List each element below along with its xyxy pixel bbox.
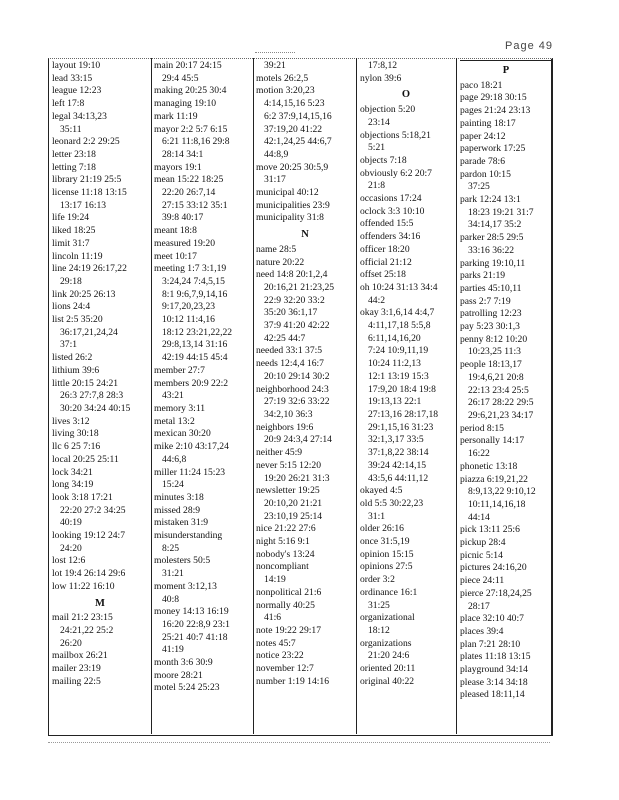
index-subentry: 20:9 24:3,4 27:14 (264, 434, 332, 446)
index-subentry: 42:25 44:7 (264, 332, 306, 344)
index-entry: please 3:14 34:18 (460, 676, 528, 688)
index-entry: misunderstanding (154, 530, 223, 542)
index-entry: people 18:13,17 (460, 359, 522, 371)
index-entry: molesters 50:5 (154, 555, 211, 567)
index-entry: move 20:25 30:5,9 (256, 161, 329, 173)
index-subentry: 17:8,12 (368, 60, 398, 71)
index-subentry: 5:21 (368, 142, 386, 154)
index-subentry: 18:12 (368, 624, 390, 636)
top-divider (255, 52, 295, 54)
index-subentry: 40:8 (162, 593, 180, 605)
index-entry: organizational (360, 612, 415, 624)
index-entry: metal 13:2 (154, 415, 195, 427)
index-column-3 (256, 60, 354, 732)
index-subentry: 29:18 (60, 275, 82, 287)
index-subentry: 44:2 (368, 294, 386, 306)
index-entry: notice 23:22 (256, 650, 304, 662)
index-entry: oh 10:24 31:13 34:4 (360, 281, 438, 293)
index-subentry: 19:20 26:21 31:3 (264, 472, 330, 484)
index-entry: parking 19:10,11 (460, 257, 526, 269)
index-subentry: 42:19 44:15 45:4 (162, 352, 228, 364)
index-entry: layout 19:10 (52, 60, 101, 71)
index-entry: members 20:9 22:2 (154, 377, 229, 389)
index-entry: lot 19:4 26:14 29:6 (52, 568, 126, 580)
index-entry: little 20:15 24:21 (52, 377, 119, 389)
index-entry: library 21:19 25:5 (52, 174, 122, 186)
index-entry: place 32:10 40:7 (460, 613, 524, 625)
index-entry: mike 2:10 43:17,24 (154, 441, 229, 453)
index-subentry: 8:1 9:6,7,9,14,16 (162, 288, 228, 300)
index-subentry: 6:21 11:8,16 29:8 (162, 136, 230, 148)
index-entry: meet 10:17 (154, 250, 197, 262)
index-entry: league 12:23 (52, 85, 102, 97)
index-entry: missed 28:9 (154, 504, 201, 516)
index-column-5 (460, 60, 552, 732)
index-subentry: 20:10 29:14 30:2 (264, 370, 330, 382)
index-entry: moment 3:12,13 (154, 580, 217, 592)
index-subentry: 14:19 (264, 574, 286, 586)
index-entry: nonpolitical 21:6 (256, 586, 322, 598)
index-entry: liked 18:25 (52, 225, 96, 237)
index-subentry: 37:19,20 41:22 (264, 123, 323, 135)
index-subentry: 26:20 (60, 637, 82, 649)
index-entry: objects 7:18 (360, 154, 407, 166)
index-entry: measured 19:20 (154, 237, 216, 249)
index-subentry: 22:20 26:7,14 (162, 187, 216, 199)
index-subentry: 34:2,10 36:3 (264, 408, 313, 420)
index-subentry: 31:21 (162, 568, 184, 580)
index-subentry: 8:9,13,22 9:10,12 (468, 486, 536, 498)
index-subentry: 43:21 (162, 390, 184, 402)
index-subentry: 10:24 11:2,13 (368, 358, 421, 370)
index-entry: left 17:8 (52, 98, 85, 110)
index-subentry: 28:14 34:1 (162, 148, 204, 160)
index-subentry: 23:14 (368, 116, 390, 128)
index-entry: offenders 34:16 (360, 231, 421, 243)
index-entry: lives 3:12 (52, 415, 90, 427)
index-subentry: 10:23,25 11:3 (468, 346, 521, 358)
index-subentry: 20:10,20 21:21 (264, 497, 323, 509)
index-entry: plates 11:18 13:15 (460, 651, 531, 663)
index-entry: mayors 19:1 (154, 161, 202, 173)
index-entry: mexican 30:20 (154, 428, 211, 440)
index-entry: mail 21:2 23:15 (52, 612, 113, 624)
index-entry: list 2:5 35:20 (52, 314, 103, 326)
index-entry: legal 34:13,23 (52, 110, 107, 122)
index-entry: pass 2:7 7:19 (460, 295, 511, 307)
index-entry: nice 21:22 27:6 (256, 523, 316, 535)
index-subentry: 28:17 (468, 600, 490, 612)
index-entry: letter 23:18 (52, 148, 96, 160)
index-subentry: 18:23 19:21 31:7 (468, 206, 534, 218)
index-entry: penny 8:12 10:20 (460, 333, 528, 345)
index-entry: older 26:16 (360, 523, 404, 535)
index-subentry: 32:1,3,17 33:5 (368, 434, 424, 446)
column-divider (253, 58, 254, 734)
index-entry: living 30:18 (52, 428, 99, 440)
index-entry: officer 18:20 (360, 243, 410, 255)
index-entry: organizations (360, 637, 412, 649)
index-entry: nature 20:22 (256, 256, 305, 268)
index-entry: minutes 3:18 (154, 491, 204, 503)
index-entry: mailbox 26:21 (52, 650, 108, 662)
index-entry: main 20:17 24:15 (154, 60, 222, 71)
index-entry: paperwork 17:25 (460, 143, 526, 155)
index-entry: lost 12:6 (52, 555, 86, 567)
index-entry: motion 3:20,23 (256, 85, 315, 97)
index-subentry: 17:9,20 18:4 19:8 (368, 383, 436, 395)
index-subentry: 31:25 (368, 599, 390, 611)
index-subentry: 37:1,8,22 38:14 (368, 447, 429, 459)
index-column-4 (360, 60, 452, 732)
index-entry: objections 5:18,21 (360, 129, 431, 141)
index-entry: listed 26:2 (52, 352, 93, 364)
index-subentry: 22:13 23:4 25:5 (468, 384, 529, 396)
index-entry: parade 78:6 (460, 155, 506, 167)
index-entry: offended 15:5 (360, 218, 414, 230)
index-entry: mark 11:19 (154, 110, 198, 122)
index-entry: playground 34:14 (460, 664, 528, 676)
index-subentry: 37:9 41:20 42:22 (264, 320, 330, 332)
index-subentry: 4:14,15,16 5:23 (264, 98, 325, 110)
index-entry: link 20:25 26:13 (52, 288, 116, 300)
index-subentry: 41:19 (162, 644, 184, 656)
index-entry: look 3:18 17:21 (52, 491, 113, 503)
index-entry: never 5:15 12:20 (256, 459, 322, 471)
column-divider (456, 58, 457, 734)
index-entry: lions 24:4 (52, 301, 91, 313)
letter-heading: P (460, 60, 552, 80)
index-column-2 (154, 60, 250, 732)
index-subentry: 44:6,8 (162, 453, 187, 465)
index-entry: piece 24:11 (460, 575, 505, 587)
index-subentry: 39:8 40:17 (162, 212, 204, 224)
index-entry: piazza 6:19,21,22 (460, 473, 528, 485)
index-subentry: 29:8,13,14 31:16 (162, 339, 228, 351)
index-subentry: 7:24 10:9,11,19 (368, 345, 429, 357)
index-subentry: 30:20 34:24 40:15 (60, 402, 131, 414)
index-subentry: 20:16,21 21:23,25 (264, 281, 335, 293)
index-subentry: 4:11,17,18 5:5,8 (368, 320, 431, 332)
index-subentry: 23:10,19 25:14 (264, 510, 323, 522)
index-subentry: 33:16 36:22 (468, 244, 515, 256)
index-entry: painting 18:17 (460, 117, 516, 129)
index-entry: letting 7:18 (52, 161, 96, 173)
index-entry: personally 14:17 (460, 435, 525, 447)
index-entry: license 11:18 13:15 (52, 187, 127, 199)
index-subentry: 19:13,13 22:1 (368, 396, 422, 408)
index-entry: patrolling 12:23 (460, 308, 522, 320)
index-entry: motels 26:2,5 (256, 72, 309, 84)
index-entry: miller 11:24 15:23 (154, 466, 226, 478)
index-entry: lead 33:15 (52, 72, 93, 84)
index-entry: occasions 17:24 (360, 193, 422, 205)
index-entry: mayor 2:2 5:7 6:15 (154, 123, 228, 135)
index-entry: period 8:15 (460, 422, 504, 434)
index-entry: picnic 5:14 (460, 549, 503, 561)
index-entry: meeting 1:7 3:1,19 (154, 263, 227, 275)
index-entry: pick 13:11 25:6 (460, 524, 520, 536)
index-entry: mean 15:22 18:25 (154, 174, 224, 186)
index-entry: making 20:25 30:4 (154, 85, 227, 97)
index-entry: needs 12:4,4 16:7 (256, 358, 324, 370)
index-entry: november 12:7 (256, 663, 314, 675)
index-subentry: 22:9 32:20 33:2 (264, 294, 325, 306)
index-subentry: 8:25 (162, 542, 180, 554)
index-subentry: 26:3 27:7,8 28:3 (60, 390, 124, 402)
index-entry: okay 3:1,6,14 4:4,7 (360, 307, 435, 319)
index-subentry: 13:17 16:13 (60, 199, 107, 211)
index-entry: newsletter 19:25 (256, 485, 320, 497)
index-subentry: 24:20 (60, 542, 82, 554)
index-entry: life 19:24 (52, 212, 90, 224)
index-entry: month 3:6 30:9 (154, 657, 213, 669)
index-entry: parker 28:5 29:5 (460, 232, 524, 244)
index-entry: name 28:5 (256, 243, 297, 255)
index-entry: obviously 6:2 20:7 (360, 167, 432, 179)
index-subentry: 19:4,6,21 20:8 (468, 371, 524, 383)
index-subentry: 21:8 (368, 180, 386, 192)
index-entry: normally 40:25 (256, 599, 315, 611)
index-entry: pay 5:23 30:1,3 (460, 321, 520, 333)
index-entry: page 29:18 30:15 (460, 92, 527, 104)
index-entry: pleased 18:11,14 (460, 689, 525, 701)
index-entry: paper 24:12 (460, 130, 506, 142)
index-entry: managing 19:10 (154, 98, 217, 110)
index-entry: municipality 31:8 (256, 212, 324, 224)
index-entry: notes 45:7 (256, 637, 296, 649)
index-subentry: 18:12 23:21,22,22 (162, 326, 233, 338)
index-entry: lithium 39:6 (52, 364, 100, 376)
index-subentry: 40:19 (60, 517, 82, 529)
index-entry: moore 28:21 (154, 669, 203, 681)
index-entry: ordinance 16:1 (360, 586, 418, 598)
index-entry: neighbors 19:6 (256, 421, 314, 433)
index-entry: meant 18:8 (154, 225, 197, 237)
index-subentry: 12:1 13:19 15:3 (368, 370, 429, 382)
index-subentry: 16:22 (468, 448, 490, 460)
index-subentry: 31:17 (264, 174, 286, 186)
index-entry: paco 18:21 (460, 79, 503, 91)
index-entry: llc 6 25 7:16 (52, 441, 101, 453)
index-subentry: 42:1,24,25 44:6,7 (264, 136, 332, 148)
index-subentry: 26:17 28:22 29:5 (468, 397, 534, 409)
index-entry: okayed 4:5 (360, 485, 403, 497)
index-entry: official 21:12 (360, 256, 412, 268)
index-entry: leonard 2:2 29:25 (52, 136, 120, 148)
index-entry: nobody's 13:24 (256, 548, 315, 560)
index-subentry: 15:24 (162, 479, 184, 491)
page-number: Page 49 (505, 40, 553, 52)
index-subentry: 6:11,14,16,20 (368, 332, 421, 344)
index-entry: original 40:22 (360, 675, 415, 687)
index-subentry: 29:4 45:5 (162, 72, 199, 84)
index-entry: once 31:5,19 (360, 536, 410, 548)
index-entry: municipalities 23:9 (256, 199, 330, 211)
index-entry: opinion 15:15 (360, 548, 414, 560)
index-subentry: 35:11 (60, 123, 82, 135)
index-subentry: 31:1 (368, 510, 386, 522)
index-entry: pardon 10:15 (460, 168, 511, 180)
index-subentry: 9:17,20,23,23 (162, 301, 216, 313)
index-entry: neighborhood 24:3 (256, 383, 329, 395)
index-entry: looking 19:12 24:7 (52, 530, 126, 542)
index-subentry: 16:20 22:8,9 23:1 (162, 618, 230, 630)
index-entry: places 39:4 (460, 625, 504, 637)
index-subentry: 43:5,6 44:11,12 (368, 472, 429, 484)
index-entry: objection 5:20 (360, 104, 416, 116)
index-entry: need 14:8 20:1,2,4 (256, 269, 328, 281)
index-subentry: 34:14,17 35:2 (468, 219, 522, 231)
index-entry: parks 21:19 (460, 270, 506, 282)
letter-heading: N (301, 229, 309, 241)
index-entry: oriented 20:11 (360, 663, 416, 675)
index-entry: night 5:16 9:1 (256, 536, 310, 548)
index-subentry: 44:14 (468, 511, 490, 523)
index-subentry: 39:21 (264, 60, 286, 71)
index-entry: neither 45:9 (256, 447, 303, 459)
index-entry: local 20:25 25:11 (52, 453, 119, 465)
letter-heading: O (401, 89, 411, 101)
index-subentry: 35:20 36:1,17 (264, 307, 318, 319)
index-subentry: 29:1,15,16 31:23 (368, 421, 434, 433)
index-subentry: 25:21 40:7 41:18 (162, 631, 228, 643)
index-subentry: 41:6 (264, 612, 282, 624)
letter-heading: M (95, 597, 105, 609)
index-subentry: 29:6,21,23 34:17 (468, 409, 534, 421)
index-subentry: 44:8,9 (264, 148, 289, 160)
index-subentry: 24:21,22 25:2 (60, 624, 114, 636)
column-divider (356, 58, 357, 734)
index-entry: oclock 3:3 10:10 (360, 205, 425, 217)
index-entry: nylon 39:6 (360, 72, 402, 84)
index-subentry: 10:11,14,16,18 (468, 498, 526, 510)
index-entry: phonetic 13:18 (460, 460, 518, 472)
index-subentry: 3:24,24 7:4,5,15 (162, 275, 225, 287)
index-entry: noncompliant (256, 561, 309, 573)
index-entry: note 19:22 29:17 (256, 624, 322, 636)
index-entry: municipal 40:12 (256, 187, 319, 199)
index-subentry: 36:17,21,24,24 (60, 326, 118, 338)
index-entry: opinions 27:5 (360, 561, 413, 573)
index-entry: pickup 28:4 (460, 537, 506, 549)
column-divider (151, 58, 152, 734)
index-entry: lock 34:21 (52, 466, 93, 478)
index-subentry: 37:1 (60, 339, 78, 351)
index-entry: park 12:24 13:1 (460, 194, 521, 206)
index-entry: number 1:19 14:16 (256, 675, 330, 687)
index-entry: lincoln 11:19 (52, 250, 103, 262)
index-entry: pierce 27:18,24,25 (460, 587, 532, 599)
index-subentry: 39:24 42:14,15 (368, 459, 427, 471)
index-entry: needed 33:1 37:5 (256, 345, 323, 357)
index-entry: mistaken 31:9 (154, 517, 209, 529)
index-subentry: 10:12 11:4,16 (162, 314, 215, 326)
index-entry: pictures 24:16,20 (460, 562, 527, 574)
index-entry: low 11:22 16:10 (52, 580, 115, 592)
index-entry: order 3:2 (360, 574, 395, 586)
index-subentry: 21:20 24:6 (368, 650, 410, 662)
index-entry: money 14:13 16:19 (154, 606, 229, 618)
index-subentry: 27:15 33:12 35:1 (162, 199, 228, 211)
index-subentry: 27:13,16 28:17,18 (368, 408, 439, 420)
index-entry: offset 25:18 (360, 269, 406, 281)
index-entry: parties 45:10,11 (460, 282, 522, 294)
index-subentry: 27:19 32:6 33:22 (264, 396, 330, 408)
index-entry: plan 7:21 28:10 (460, 638, 521, 650)
index-column-1 (52, 60, 148, 732)
index-entry: mailing 22:5 (52, 675, 101, 687)
index-subentry: 6:2 37:9,14,15,16 (264, 110, 332, 122)
index-entry: memory 3:11 (154, 402, 206, 414)
index-entry: long 34:19 (52, 479, 94, 491)
bottom-divider (48, 742, 550, 743)
index-entry: member 27:7 (154, 364, 205, 376)
index-entry: limit 31:7 (52, 237, 90, 249)
index-entry: motel 5:24 25:23 (154, 682, 220, 694)
index-subentry: 22:20 27:2 34:25 (60, 504, 126, 516)
index-entry: old 5:5 30:22,23 (360, 497, 424, 509)
index-entry: line 24:19 26:17,22 (52, 263, 127, 275)
index-entry: mailer 23:19 (52, 663, 101, 675)
index-entry: pages 21:24 23:13 (460, 105, 531, 117)
index-subentry: 37:25 (468, 181, 490, 193)
